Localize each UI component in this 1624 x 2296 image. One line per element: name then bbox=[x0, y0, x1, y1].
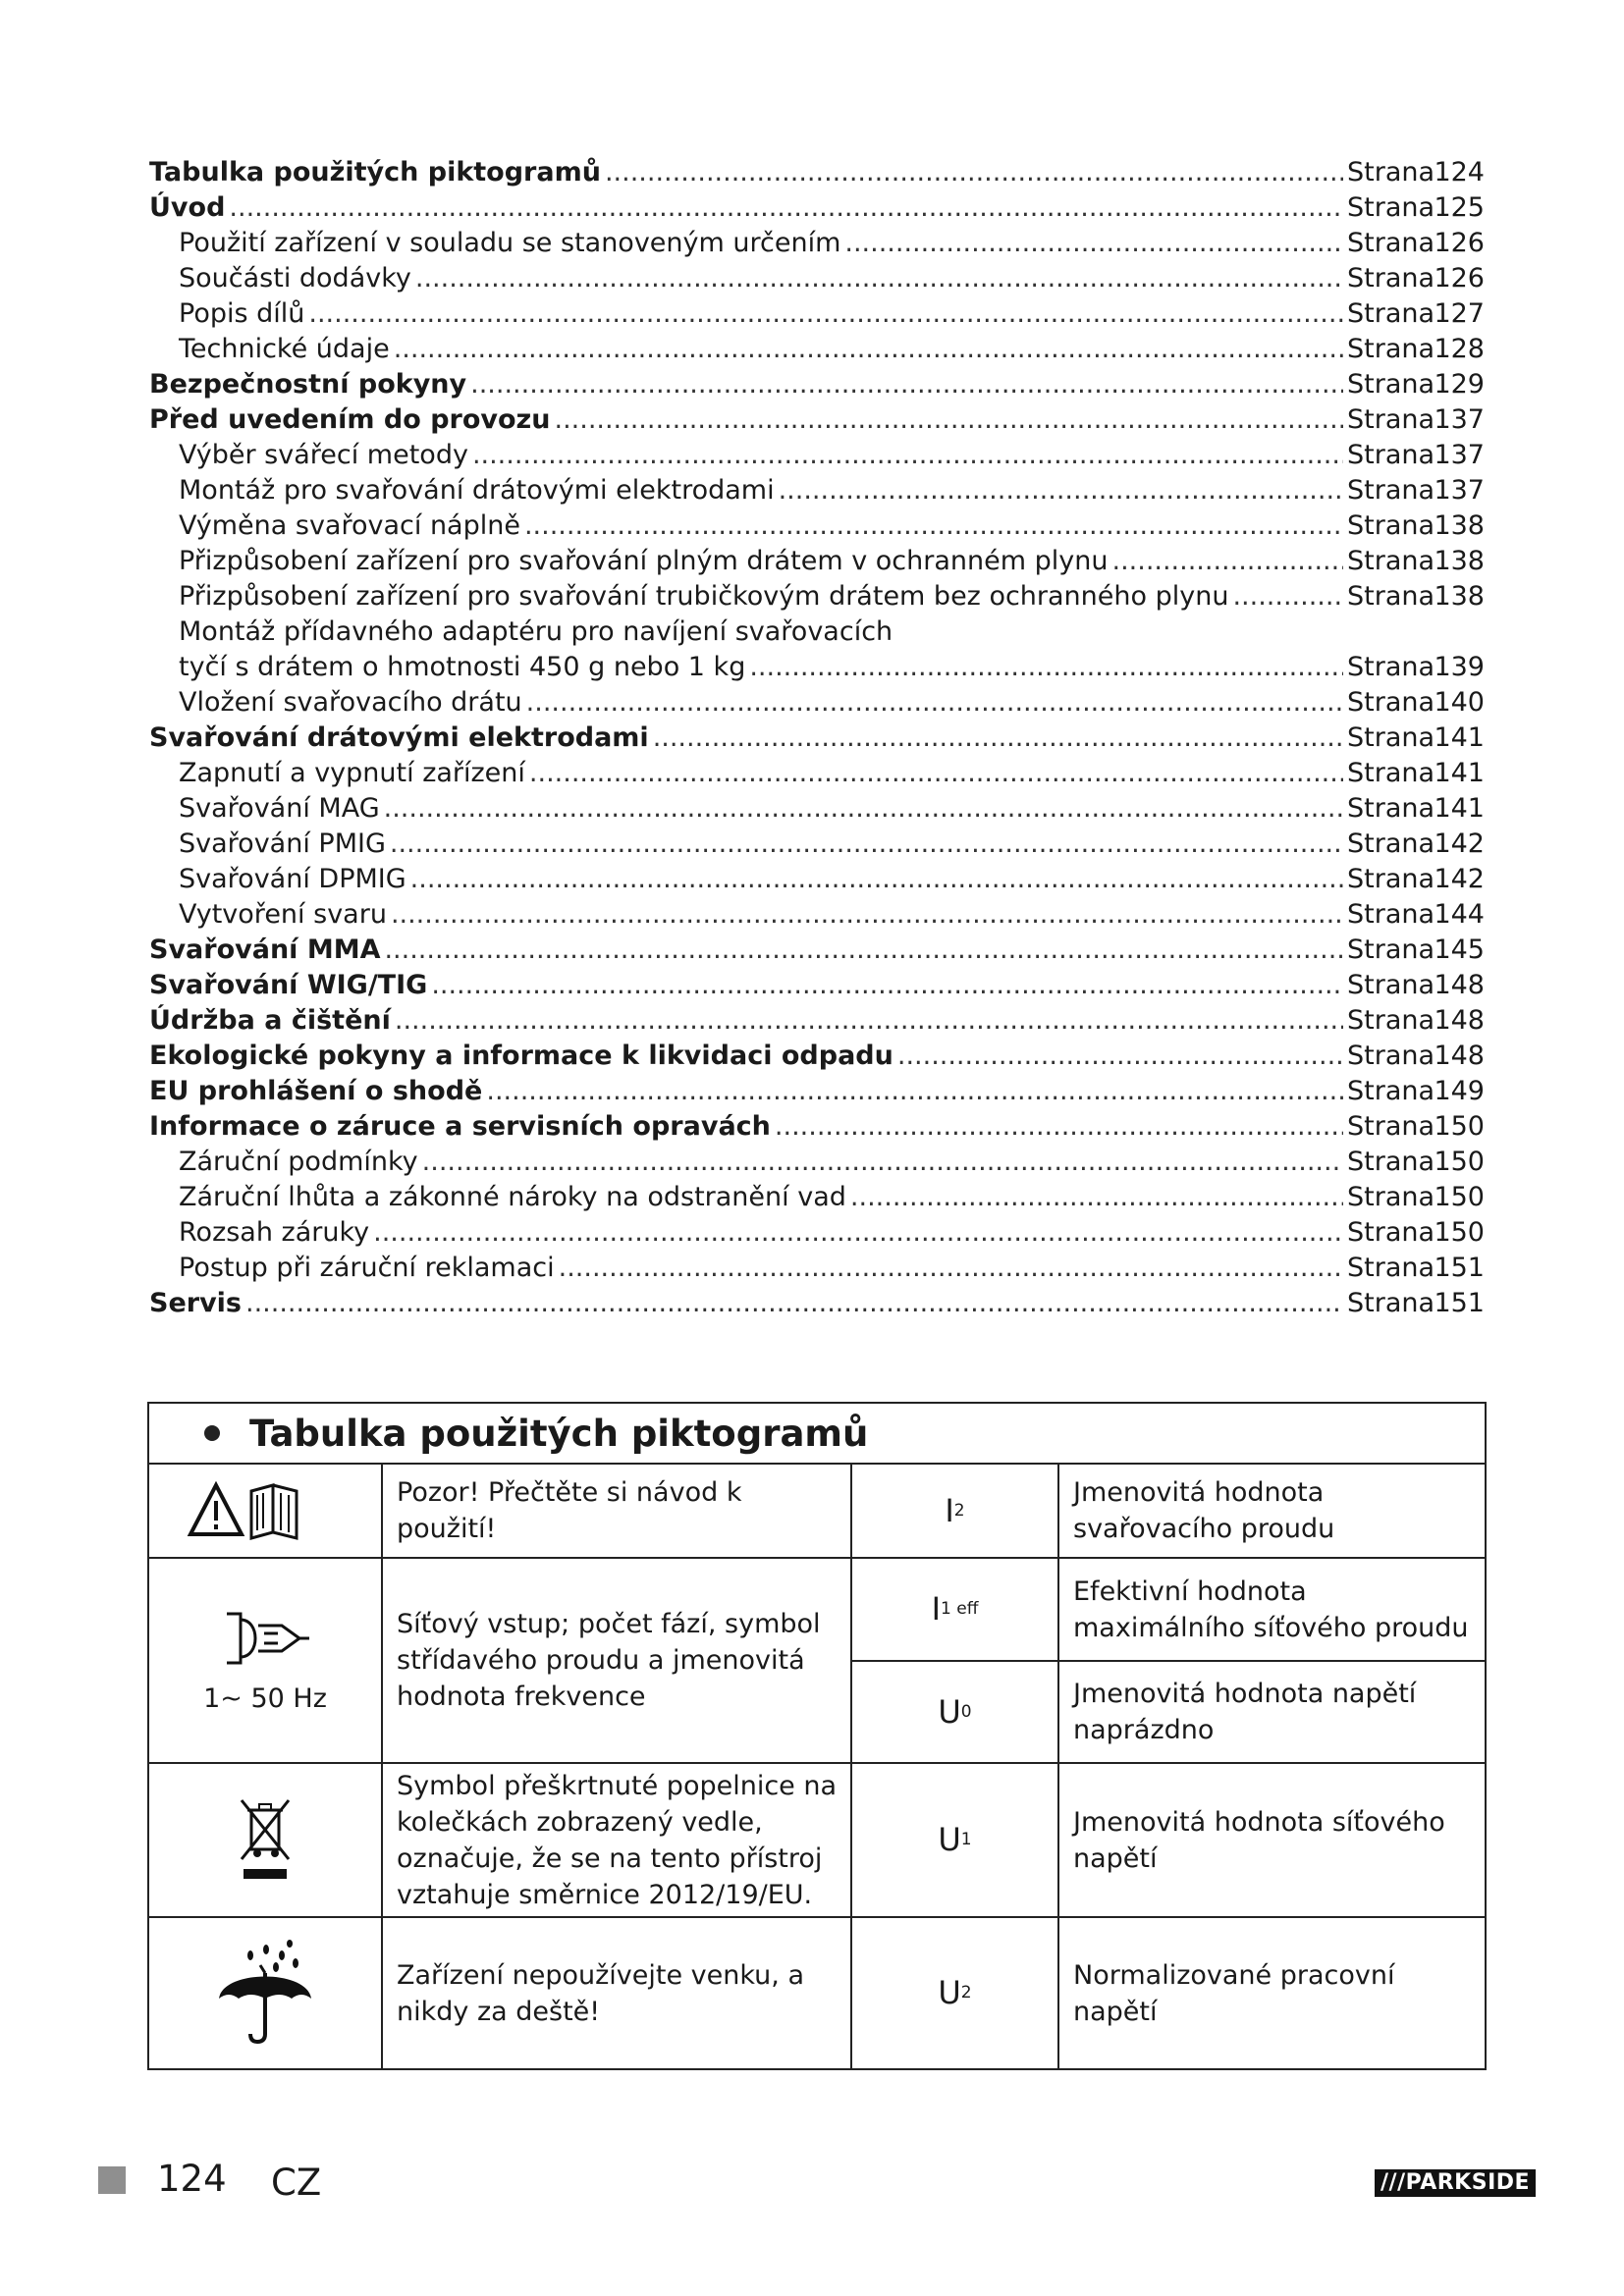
pictogram-icon-cell bbox=[149, 1764, 381, 1916]
toc-entry[interactable] bbox=[149, 226, 1485, 261]
toc-strana-label: Strana bbox=[1347, 864, 1435, 894]
toc-leader-dots bbox=[529, 756, 1343, 791]
toc-strana-label: Strana bbox=[1347, 1182, 1435, 1212]
toc-page-number: 124 bbox=[1434, 157, 1485, 187]
toc-entry-title: Svařování DPMIG bbox=[179, 864, 406, 894]
brand-logo: ///PARKSIDE bbox=[1375, 2169, 1536, 2197]
toc-entry-title: Tabulka použitých piktogramů bbox=[149, 157, 601, 187]
toc-entry[interactable] bbox=[149, 1180, 1485, 1215]
toc-strana-label: Strana bbox=[1347, 1147, 1435, 1177]
toc-entry-title: EU prohlášení o shodě bbox=[149, 1076, 483, 1106]
toc-entry-title: Montáž přídavného adaptéru pro navíjení svařovacích bbox=[179, 616, 893, 647]
toc-page-number: 149 bbox=[1434, 1076, 1485, 1106]
toc-entry-title: Svařování MAG bbox=[179, 793, 380, 824]
toc-entry[interactable] bbox=[149, 968, 1485, 1003]
toc-strana-label: Strana bbox=[1347, 369, 1435, 400]
symbol-description: Efektivní hodnota maximálního síťového proudu bbox=[1073, 1575, 1469, 1643]
toc-leader-dots bbox=[850, 1180, 1343, 1215]
electrical-symbol bbox=[852, 1918, 1057, 2068]
toc-leader-dots bbox=[391, 897, 1343, 933]
crossed-bin-icon bbox=[236, 1796, 295, 1885]
page-number: 124 bbox=[157, 2158, 227, 2200]
pictogram-table-heading bbox=[149, 1404, 1485, 1465]
toc-strana-label: Strana bbox=[1347, 1253, 1435, 1283]
toc-entry[interactable] bbox=[149, 614, 1485, 650]
page-marker-square bbox=[98, 2166, 126, 2194]
symbol-subscript: 2 bbox=[953, 1500, 965, 1521]
warning-manual-icon bbox=[187, 1481, 344, 1540]
toc-strana-label: Strana bbox=[1347, 1076, 1435, 1106]
pictogram-icon-cell bbox=[149, 1918, 381, 2068]
toc-strana-label: Strana bbox=[1347, 934, 1435, 965]
toc-page-number: 139 bbox=[1434, 652, 1485, 682]
toc-page-number: 142 bbox=[1434, 828, 1485, 859]
toc-entry-title: Technické údaje bbox=[179, 334, 390, 364]
toc-leader-dots bbox=[844, 226, 1343, 261]
toc-entry[interactable] bbox=[149, 897, 1485, 933]
toc-strana-label: Strana bbox=[1347, 510, 1435, 541]
toc-page-number: 137 bbox=[1434, 475, 1485, 506]
toc-strana-label: Strana bbox=[1347, 298, 1435, 329]
toc-page-number: 127 bbox=[1434, 298, 1485, 329]
toc-page-number: 137 bbox=[1434, 404, 1485, 435]
toc-entry-title: Svařování PMIG bbox=[179, 828, 386, 859]
toc-entry-title: Informace o záruce a servisních opravách bbox=[149, 1111, 771, 1142]
toc-strana-label: Strana bbox=[1347, 970, 1435, 1000]
toc-page-number: 126 bbox=[1434, 228, 1485, 258]
toc-entry[interactable] bbox=[149, 1215, 1485, 1251]
toc-entry[interactable] bbox=[149, 933, 1485, 968]
toc-entry[interactable] bbox=[149, 508, 1485, 544]
toc-entry[interactable] bbox=[149, 1039, 1485, 1074]
toc-leader-dots bbox=[486, 1074, 1343, 1109]
toc-entry[interactable] bbox=[149, 827, 1485, 862]
toc-page-number: 148 bbox=[1434, 1041, 1485, 1071]
toc-strana-label: Strana bbox=[1347, 899, 1435, 930]
symbol-subscript: 1 bbox=[960, 1830, 972, 1849]
toc-leader-dots bbox=[554, 402, 1343, 438]
toc-entry[interactable] bbox=[149, 756, 1485, 791]
toc-leader-dots bbox=[431, 968, 1343, 1003]
toc-entry-title: Svařování drátovými elektrodami bbox=[149, 722, 649, 753]
toc-entry-title: Zapnutí a vypnutí zařízení bbox=[179, 758, 525, 788]
toc-entry[interactable] bbox=[149, 402, 1485, 438]
toc-entry[interactable] bbox=[149, 473, 1485, 508]
toc-leader-dots bbox=[472, 438, 1343, 473]
toc-leader-dots bbox=[775, 1109, 1343, 1145]
toc-entry-title: Součásti dodávky bbox=[179, 263, 411, 294]
toc-entry[interactable] bbox=[149, 261, 1485, 296]
pictogram-description: Symbol přeškrtnuté popelnice na kolečkách zobrazený vedle, označuje, že se na tento přístroj vztahuje směrnice 2012/19/EU. bbox=[397, 1770, 838, 1910]
toc-entry-title: Svařování MMA bbox=[149, 934, 381, 965]
toc-strana-label: Strana bbox=[1347, 157, 1435, 187]
toc-page-number: 129 bbox=[1434, 369, 1485, 400]
symbol-subscript: 2 bbox=[960, 1983, 972, 2002]
toc-entry-title: Svařování WIG/TIG bbox=[149, 970, 428, 1000]
toc-page-number: 150 bbox=[1434, 1147, 1485, 1177]
icon-caption: 1~ 50 Hz bbox=[203, 1683, 327, 1714]
toc-strana-label: Strana bbox=[1347, 1005, 1435, 1036]
toc-entry-title: Popis dílů bbox=[179, 298, 305, 329]
toc-entry[interactable] bbox=[149, 1074, 1485, 1109]
toc-entry-title: Záruční lhůta a zákonné nároky na odstranění vad bbox=[179, 1182, 846, 1212]
symbol-letter: I bbox=[931, 1590, 942, 1628]
toc-leader-dots bbox=[653, 721, 1343, 756]
electrical-symbol bbox=[852, 1465, 1057, 1557]
toc-entry[interactable] bbox=[149, 296, 1485, 332]
symbol-letter: U bbox=[938, 1974, 961, 2011]
toc-entry[interactable] bbox=[149, 155, 1485, 190]
toc-page-number: 138 bbox=[1434, 581, 1485, 612]
toc-leader-dots bbox=[422, 1145, 1343, 1180]
toc-leader-dots bbox=[415, 261, 1343, 296]
pictogram-table-title: Tabulka použitých piktogramů bbox=[249, 1412, 869, 1455]
toc-leader-dots bbox=[526, 685, 1343, 721]
toc-strana-label: Strana bbox=[1347, 1217, 1435, 1248]
symbol-subscript: 0 bbox=[960, 1701, 972, 1722]
toc-entry[interactable] bbox=[149, 862, 1485, 897]
language-code: CZ bbox=[271, 2162, 322, 2204]
toc-strana-label: Strana bbox=[1347, 263, 1435, 294]
symbol-letter: I bbox=[945, 1491, 954, 1529]
toc-strana-label: Strana bbox=[1347, 722, 1435, 753]
electrical-symbol bbox=[852, 1662, 1057, 1762]
toc-entry[interactable] bbox=[149, 332, 1485, 367]
toc-entry-title: Montáž pro svařování drátovými elektrodami bbox=[179, 475, 775, 506]
toc-leader-dots bbox=[605, 155, 1343, 190]
toc-leader-dots bbox=[373, 1215, 1343, 1251]
toc-page-number: 138 bbox=[1434, 546, 1485, 576]
toc-leader-dots bbox=[395, 1003, 1343, 1039]
toc-strana-label: Strana bbox=[1347, 1041, 1435, 1071]
toc-entry-title: Servis bbox=[149, 1288, 242, 1318]
toc-strana-label: Strana bbox=[1347, 475, 1435, 506]
electrical-symbol bbox=[852, 1764, 1057, 1916]
toc-strana-label: Strana bbox=[1347, 404, 1435, 435]
toc-entry[interactable] bbox=[149, 791, 1485, 827]
toc-entry-title: Výběr svářecí metody bbox=[179, 440, 468, 470]
toc-entry[interactable] bbox=[149, 650, 1485, 685]
toc-entry[interactable] bbox=[149, 1109, 1485, 1145]
toc-entry[interactable] bbox=[149, 1286, 1485, 1321]
toc-page-number: 137 bbox=[1434, 440, 1485, 470]
symbol-letter: U bbox=[938, 1692, 961, 1731]
toc-strana-label: Strana bbox=[1347, 1288, 1435, 1318]
toc-entry-title: Záruční podmínky bbox=[179, 1147, 418, 1177]
toc-page-number: 151 bbox=[1434, 1288, 1485, 1318]
toc-entry-title: Údržba a čištění bbox=[149, 1005, 391, 1036]
toc-entry[interactable] bbox=[149, 544, 1485, 579]
toc-leader-dots bbox=[384, 933, 1343, 968]
toc-strana-label: Strana bbox=[1347, 828, 1435, 859]
umbrella-rain-icon bbox=[211, 1940, 319, 2048]
symbol-subscript: 1 eff bbox=[941, 1599, 979, 1619]
toc-strana-label: Strana bbox=[1347, 546, 1435, 576]
toc-leader-dots bbox=[1111, 544, 1343, 579]
table-of-contents bbox=[149, 155, 1485, 1321]
toc-strana-label: Strana bbox=[1347, 228, 1435, 258]
toc-page-number: 150 bbox=[1434, 1217, 1485, 1248]
toc-page-number: 140 bbox=[1434, 687, 1485, 718]
toc-strana-label: Strana bbox=[1347, 192, 1435, 223]
toc-strana-label: Strana bbox=[1347, 581, 1435, 612]
toc-entry-title: Rozsah záruky bbox=[179, 1217, 370, 1248]
toc-entry-title: Úvod bbox=[149, 192, 226, 223]
toc-entry[interactable] bbox=[149, 438, 1485, 473]
toc-entry-title: Výměna svařovací náplně bbox=[179, 510, 520, 541]
toc-entry-title: Postup při záruční reklamaci bbox=[179, 1253, 555, 1283]
toc-page-number: 150 bbox=[1434, 1111, 1485, 1142]
pictogram-description: Síťový vstup; počet fází, symbol střídavého proudu a jmenovitá hodnota frekvence bbox=[397, 1609, 821, 1712]
toc-page-number: 125 bbox=[1434, 192, 1485, 223]
toc-leader-dots bbox=[470, 367, 1343, 402]
toc-entry[interactable] bbox=[149, 1251, 1485, 1286]
toc-entry-title: Bezpečnostní pokyny bbox=[149, 369, 467, 400]
toc-leader-dots bbox=[559, 1251, 1343, 1286]
toc-strana-label: Strana bbox=[1347, 334, 1435, 364]
bullet-icon bbox=[204, 1425, 220, 1441]
pictogram-icon-cell bbox=[149, 1465, 381, 1557]
toc-entry-title: Vložení svařovacího drátu bbox=[179, 687, 522, 718]
toc-page-number: 141 bbox=[1434, 758, 1485, 788]
toc-entry-title: Před uvedením do provozu bbox=[149, 404, 551, 435]
toc-leader-dots bbox=[410, 862, 1343, 897]
toc-page-number: 128 bbox=[1434, 334, 1485, 364]
toc-entry-title: Vytvoření svaru bbox=[179, 899, 387, 930]
toc-entry[interactable] bbox=[149, 685, 1485, 721]
pictogram-icon-cell bbox=[149, 1559, 381, 1762]
toc-page-number: 126 bbox=[1434, 263, 1485, 294]
toc-leader-dots bbox=[779, 473, 1343, 508]
pictogram-description: Zařízení nepoužívejte venku, a nikdy za deště! bbox=[397, 1959, 804, 2027]
toc-strana-label: Strana bbox=[1347, 652, 1435, 682]
symbol-description: Jmenovitá hodnota síťového napětí bbox=[1073, 1806, 1445, 1874]
toc-page-number: 145 bbox=[1434, 934, 1485, 965]
toc-leader-dots bbox=[394, 332, 1343, 367]
symbol-description: Jmenovitá hodnota napětí naprázdno bbox=[1073, 1679, 1417, 1745]
toc-strana-label: Strana bbox=[1347, 687, 1435, 718]
toc-leader-dots bbox=[229, 190, 1343, 226]
toc-leader-dots bbox=[1232, 579, 1343, 614]
pictogram-description: Pozor! Přečtěte si návod k použití! bbox=[397, 1477, 742, 1544]
toc-leader-dots bbox=[749, 650, 1343, 685]
toc-strana-label: Strana bbox=[1347, 793, 1435, 824]
pictogram-table bbox=[147, 1402, 1487, 2070]
toc-leader-dots bbox=[524, 508, 1343, 544]
toc-entry-title: tyčí s drátem o hmotnosti 450 g nebo 1 kg bbox=[179, 652, 746, 682]
symbol-description: Normalizované pracovní napětí bbox=[1073, 1959, 1395, 2027]
toc-entry-title: Ekologické pokyny a informace k likvidaci odpadu bbox=[149, 1041, 893, 1071]
symbol-description: Jmenovitá hodnota svařovacího proudu bbox=[1073, 1477, 1335, 1544]
toc-page-number: 148 bbox=[1434, 1005, 1485, 1036]
toc-page-number: 141 bbox=[1434, 793, 1485, 824]
toc-page-number: 138 bbox=[1434, 510, 1485, 541]
toc-strana-label: Strana bbox=[1347, 1111, 1435, 1142]
toc-entry-title: Přizpůsobení zařízení pro svařování trubičkovým drátem bez ochranného plynu bbox=[179, 581, 1229, 612]
toc-leader-dots bbox=[897, 1039, 1343, 1074]
toc-page-number: 144 bbox=[1434, 899, 1485, 930]
toc-leader-dots bbox=[245, 1286, 1343, 1321]
toc-entry[interactable] bbox=[149, 1145, 1485, 1180]
toc-page-number: 142 bbox=[1434, 864, 1485, 894]
toc-page-number: 150 bbox=[1434, 1182, 1485, 1212]
toc-page-number: 151 bbox=[1434, 1253, 1485, 1283]
toc-page-number: 141 bbox=[1434, 722, 1485, 753]
toc-entry[interactable] bbox=[149, 721, 1485, 756]
toc-leader-dots bbox=[384, 791, 1343, 827]
toc-entry[interactable] bbox=[149, 1003, 1485, 1039]
toc-entry-title: Použití zařízení v souladu se stanoveným určením bbox=[179, 228, 841, 258]
toc-leader-dots bbox=[308, 296, 1343, 332]
toc-strana-label: Strana bbox=[1347, 440, 1435, 470]
mains-plug-icon bbox=[221, 1604, 309, 1673]
symbol-letter: U bbox=[938, 1821, 961, 1858]
electrical-symbol bbox=[852, 1559, 1057, 1660]
toc-page-number: 148 bbox=[1434, 970, 1485, 1000]
toc-entry[interactable] bbox=[149, 190, 1485, 226]
toc-strana-label: Strana bbox=[1347, 758, 1435, 788]
toc-entry[interactable] bbox=[149, 367, 1485, 402]
toc-leader-dots bbox=[390, 827, 1343, 862]
toc-entry[interactable] bbox=[149, 579, 1485, 614]
toc-entry-title: Přizpůsobení zařízení pro svařování plným drátem v ochranném plynu bbox=[179, 546, 1109, 576]
